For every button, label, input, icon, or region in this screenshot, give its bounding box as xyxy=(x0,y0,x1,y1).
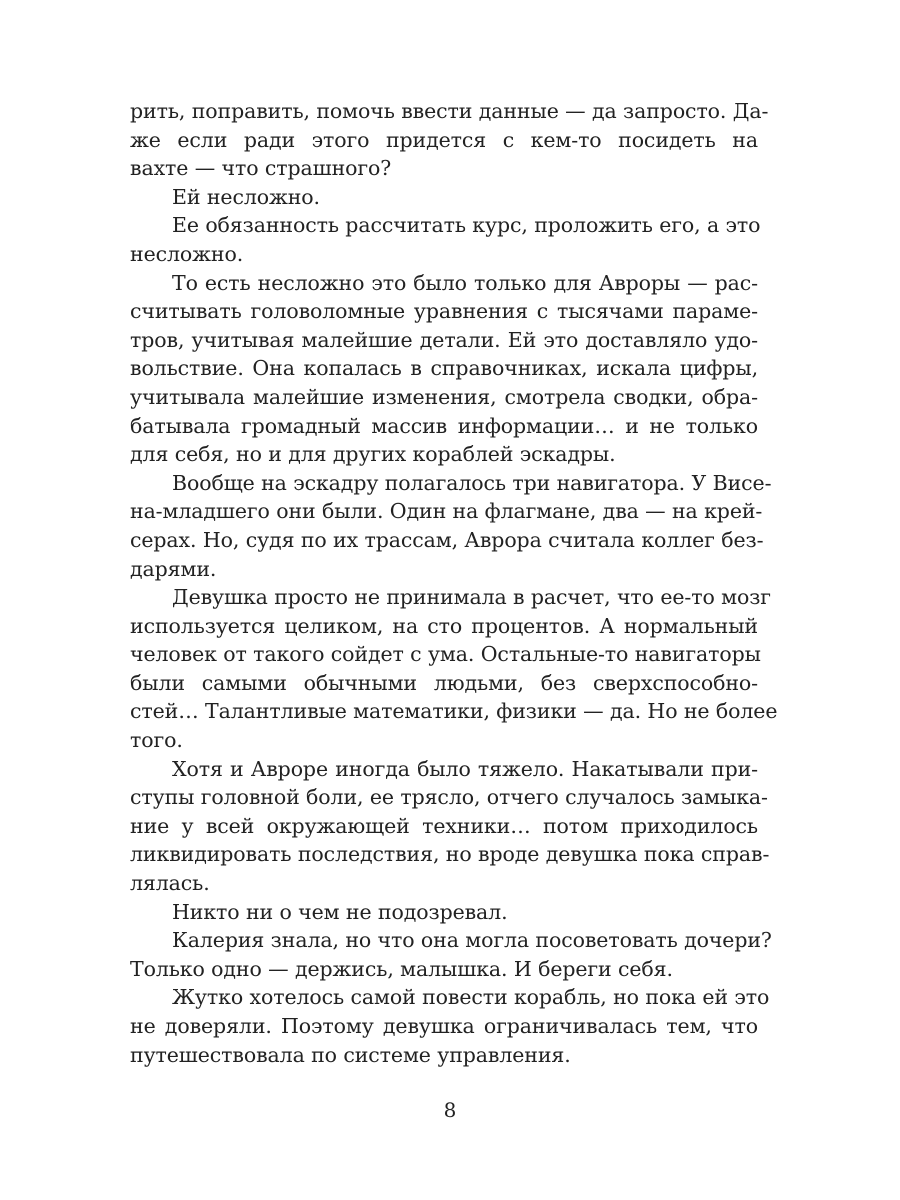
text-line: батывала громадный массив информации… и не только xyxy=(130,413,758,438)
text-line: стей… Талантливые математики, физики — да. Но не более xyxy=(130,699,778,724)
text-line: ние у всей окружающей техники… потом приходилось xyxy=(130,813,758,838)
text-line: Ей несложно. xyxy=(172,184,320,209)
text-line: же если ради этого придется с кем-то посидеть на xyxy=(130,127,758,152)
text-line: несложно. xyxy=(130,241,244,266)
text-line: Хотя и Авроре иногда было тяжело. Накатывали при- xyxy=(172,756,758,781)
text-line: Жутко хотелось самой повести корабль, но пока ей это xyxy=(172,985,770,1010)
text-line: Ее обязанность рассчитать курс, проложить его, а это xyxy=(172,213,761,238)
text-line: того. xyxy=(130,728,183,753)
text-line: Никто ни о чем не подозревал. xyxy=(172,899,508,924)
text-line: дарями. xyxy=(130,556,217,581)
text-line: не доверяли. Поэтому девушка ограничивалась тем, что xyxy=(130,1014,758,1038)
text-line: учитывала малейшие изменения, смотрела сводки, обра- xyxy=(130,384,758,409)
text-line: путешествовала по системе управления. xyxy=(130,1042,571,1067)
text-line: тров, учитывая малейшие детали. Ей это доставляло удо- xyxy=(130,327,758,352)
page-number: 8 xyxy=(443,1098,457,1122)
text-line: на-младшего они были. Один на флагмане, два — на крей- xyxy=(130,499,763,524)
text-line: для себя, но и для других кораблей эскадры. xyxy=(130,442,616,467)
text-line: Девушка просто не принимала в расчет, что ее-то мозг xyxy=(172,585,771,610)
text-line: считывать головоломные уравнения с тысячами параме- xyxy=(130,299,758,324)
text-line: вольствие. Она копалась в справочниках, искала цифры, xyxy=(130,356,758,381)
text-line: ликвидировать последствия, но вроде девушка пока справ- xyxy=(130,842,770,867)
text-line: используется целиком, на сто процентов. А нормальный xyxy=(130,613,758,638)
text-line: человек от такого сойдет с ума. Остальные-то навигаторы xyxy=(130,642,761,667)
text-line: серах. Но, судя по их трассам, Аврора считала коллег без- xyxy=(130,527,764,552)
text-line: Только одно — держись, малышка. И береги себя. xyxy=(130,956,673,981)
text-line: Калерия знала, но что она могла посоветовать дочери? xyxy=(172,928,772,953)
text-line: были самыми обычными людьми, без сверхспособно- xyxy=(130,670,758,695)
body-text xyxy=(130,97,778,1069)
text-line: Вообще на эскадру полагалось три навигатора. У Висе- xyxy=(172,470,772,495)
text-line: рить, поправить, помочь ввести данные — да запросто. Да- xyxy=(130,99,769,123)
text-line: ступы головной боли, ее трясло, отчего случалось замыка- xyxy=(130,785,768,810)
text-line: То есть несложно это было только для Авроры — рас- xyxy=(172,270,758,295)
text-line: лялась. xyxy=(130,871,210,896)
text-line: вахте — что страшного? xyxy=(130,156,392,181)
